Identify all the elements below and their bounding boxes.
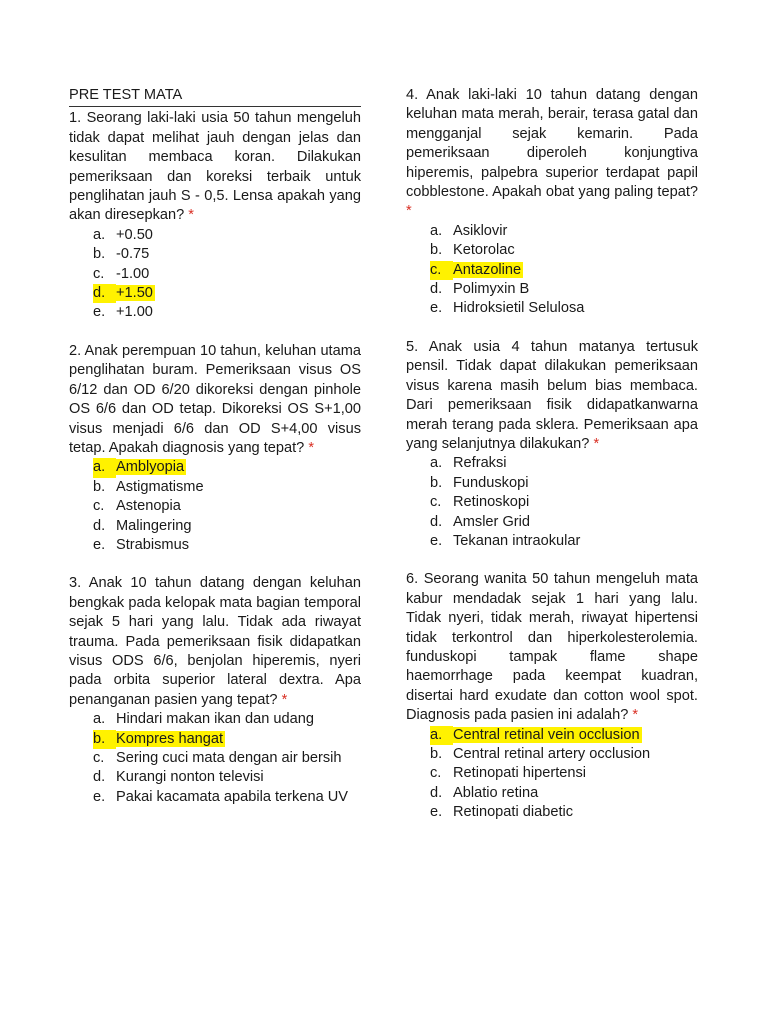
option-c[interactable] bbox=[406, 764, 698, 783]
option-label: +1.00 bbox=[116, 304, 153, 321]
required-marker: * bbox=[281, 691, 288, 708]
option-letter: e. bbox=[430, 300, 443, 317]
option-label: Hindari makan ikan dan udang bbox=[116, 711, 314, 728]
option-d[interactable] bbox=[406, 280, 698, 299]
option-label: Ablatio retina bbox=[453, 784, 539, 801]
option-list bbox=[69, 710, 361, 807]
option-c[interactable] bbox=[69, 749, 361, 768]
option-label: Central retinal vein occlusion bbox=[453, 726, 640, 743]
option-label: Amblyopia bbox=[116, 459, 185, 476]
question-stem: Anak perempuan 10 tahun, keluhan utama penglihatan buram. Pemeriksaan visus OS 6/12 dan OD 6/20 dikoreksi dengan pinhole OS 6/6 dan OD tetap. Dikoreksi OS S+1,00 visus menjadi 6/6 dan OD S+4,00 visus tetap. Apakah diagnosis yang tepat? bbox=[69, 342, 362, 456]
option-e[interactable] bbox=[406, 299, 698, 318]
option-e[interactable] bbox=[406, 532, 698, 551]
option-letter: e. bbox=[93, 304, 106, 321]
option-a[interactable] bbox=[69, 458, 361, 477]
option-label: Retinopati hipertensi bbox=[453, 765, 587, 782]
option-letter: e. bbox=[430, 804, 443, 821]
option-label: Retinopati diabetic bbox=[453, 804, 574, 821]
option-d[interactable] bbox=[69, 768, 361, 787]
option-list bbox=[69, 458, 361, 555]
option-label: -0.75 bbox=[116, 246, 150, 263]
right-column bbox=[406, 86, 698, 842]
option-letter: a. bbox=[93, 458, 116, 477]
option-list bbox=[406, 454, 698, 551]
option-label: Refraksi bbox=[453, 455, 507, 472]
option-label: Polimyxin B bbox=[453, 281, 530, 298]
question-text bbox=[69, 342, 361, 458]
option-e[interactable] bbox=[406, 803, 698, 822]
question-text bbox=[69, 574, 361, 710]
option-list bbox=[406, 222, 698, 319]
option-letter: d. bbox=[93, 284, 116, 303]
question-stem: Anak laki-laki 10 tahun datang dengan keluhan mata merah, berair, terasa gatal dan mengganjal sejak kemarin. Pada pemeriksaan diperoleh konjungtiva hiperemis, palpebra superior terdapat papil cobblestone. Apakah obat yang paling tepat? bbox=[406, 87, 699, 201]
question-5 bbox=[406, 338, 698, 551]
left-column bbox=[69, 86, 361, 826]
option-label: Malingering bbox=[116, 517, 192, 534]
option-label: Astigmatisme bbox=[116, 478, 204, 495]
option-letter: b. bbox=[93, 730, 116, 749]
required-marker: * bbox=[188, 207, 194, 224]
required-marker: * bbox=[308, 439, 315, 456]
option-d[interactable] bbox=[69, 284, 361, 303]
option-c[interactable] bbox=[69, 497, 361, 516]
question-stem: Anak 10 tahun datang dengan keluhan bengkak pada kelopak mata bagian temporal sejak 5 hari yang lalu. Tidak ada riwayat trauma. Pada pemeriksaan fisik didapatkan visus ODS 6/6, benjolan hiperemis, nyeri pada orbita superior lateral dextra. Apa penanganan pasien yang tepat? bbox=[69, 575, 362, 708]
option-letter: d. bbox=[93, 517, 106, 534]
option-b[interactable] bbox=[69, 730, 361, 749]
option-label: Retinoskopi bbox=[453, 494, 530, 511]
option-label: Astenopia bbox=[116, 498, 181, 515]
question-4 bbox=[406, 86, 698, 319]
option-d[interactable] bbox=[406, 513, 698, 532]
option-letter: a. bbox=[430, 222, 443, 239]
question-2 bbox=[69, 342, 361, 555]
option-label: Kompres hangat bbox=[116, 730, 224, 747]
option-letter: c. bbox=[93, 498, 105, 515]
question-text bbox=[406, 338, 698, 454]
required-marker: * bbox=[632, 707, 639, 724]
question-stem: Seorang laki-laki usia 50 tahun mengeluh tidak dapat melihat jauh dengan jelas dan kesulitan membaca koran. Dilakukan pemeriksaan dan koreksi terbaik untuk penglihatan jauh S - 0,5. Lensa apakah yang akan diresepkan? bbox=[69, 110, 361, 224]
option-letter: b. bbox=[430, 746, 443, 762]
option-e[interactable] bbox=[69, 303, 361, 322]
question-stem: Seorang wanita 50 tahun mengeluh mata kabur mendadak sejak 1 hari yang lalu. Tidak nyeri, tidak merah, riwayat hipertensi tidak terkontrol dan hiperkolesterolemia. funduskopi tampak flame shape haemorrhage pada keempat kuadran, disertai hard exudate dan cotton wool spot. Diagnosis pada pasien ini adalah? bbox=[406, 571, 698, 724]
option-letter: e. bbox=[93, 536, 106, 553]
question-text bbox=[69, 109, 361, 225]
option-a[interactable] bbox=[406, 726, 698, 745]
option-label: -1.00 bbox=[116, 265, 150, 282]
option-c[interactable] bbox=[406, 261, 698, 280]
option-a[interactable] bbox=[69, 226, 361, 245]
option-letter: b. bbox=[93, 246, 106, 263]
option-label: Kurangi nonton televisi bbox=[116, 769, 264, 786]
option-label: Ketorolac bbox=[453, 242, 515, 259]
option-label: Pakai kacamata apabila terkena UV bbox=[116, 788, 349, 805]
question-text bbox=[406, 570, 698, 725]
option-letter: e. bbox=[430, 532, 443, 549]
question-number: 2. bbox=[69, 342, 82, 359]
question-number: 1. bbox=[69, 110, 82, 127]
option-letter: a. bbox=[93, 711, 106, 728]
page-title: PRE TEST MATA bbox=[69, 86, 361, 107]
question-3 bbox=[69, 574, 361, 807]
option-b[interactable] bbox=[406, 745, 698, 764]
option-a[interactable] bbox=[406, 222, 698, 241]
option-letter: d. bbox=[93, 769, 106, 786]
option-letter: b. bbox=[430, 474, 443, 491]
option-letter: a. bbox=[93, 226, 106, 243]
option-list bbox=[406, 726, 698, 823]
question-number: 6. bbox=[406, 571, 419, 588]
option-letter: a. bbox=[430, 726, 453, 745]
option-b[interactable] bbox=[69, 245, 361, 264]
option-e[interactable] bbox=[69, 788, 361, 807]
option-label: Asiklovir bbox=[453, 222, 508, 239]
option-e[interactable] bbox=[69, 536, 361, 555]
option-label: Sering cuci mata dengan air bersih bbox=[116, 750, 342, 766]
required-marker: * bbox=[406, 203, 412, 220]
option-a[interactable] bbox=[69, 710, 361, 729]
option-letter: c. bbox=[430, 765, 442, 782]
option-letter: a. bbox=[430, 455, 443, 472]
required-marker: * bbox=[593, 435, 600, 452]
option-label: Funduskopi bbox=[453, 474, 529, 491]
option-letter: d. bbox=[430, 513, 443, 530]
option-letter: c. bbox=[93, 265, 105, 282]
option-label: +0.50 bbox=[116, 226, 153, 243]
option-label: Amsler Grid bbox=[453, 513, 531, 530]
option-b[interactable] bbox=[406, 241, 698, 260]
option-label: Tekanan intraokular bbox=[453, 532, 581, 549]
question-text bbox=[406, 86, 698, 222]
option-letter: e. bbox=[93, 788, 106, 805]
option-b[interactable] bbox=[406, 474, 698, 493]
option-d[interactable] bbox=[406, 784, 698, 803]
option-list bbox=[69, 226, 361, 323]
option-c[interactable] bbox=[69, 265, 361, 284]
option-letter: c. bbox=[93, 750, 105, 766]
option-d[interactable] bbox=[69, 517, 361, 536]
option-letter: b. bbox=[430, 242, 443, 259]
option-label: Antazoline bbox=[453, 261, 522, 278]
option-label: Hidroksietil Selulosa bbox=[453, 300, 585, 317]
option-letter: c. bbox=[430, 261, 453, 280]
option-label: +1.50 bbox=[116, 285, 153, 302]
option-c[interactable] bbox=[406, 493, 698, 512]
option-letter: d. bbox=[430, 281, 443, 298]
option-b[interactable] bbox=[69, 478, 361, 497]
option-a[interactable] bbox=[406, 454, 698, 473]
question-number: 3. bbox=[69, 575, 82, 592]
question-6 bbox=[406, 570, 698, 822]
option-letter: c. bbox=[430, 494, 442, 511]
question-number: 5. bbox=[406, 338, 419, 355]
question-1 bbox=[69, 109, 361, 322]
option-label: Central retinal artery occlusion bbox=[453, 746, 651, 762]
question-stem: Anak usia 4 tahun matanya tertusuk pensil. Tidak dapat dilakukan pemeriksaan visus karena masih belum bias membaca. Dari pemeriksaan fisik didapatkanwarna merah terang pada sklera. Pemeriksaan apa yang selanjutnya dilakukan? bbox=[406, 338, 698, 452]
option-letter: b. bbox=[93, 478, 106, 495]
question-number: 4. bbox=[406, 87, 419, 103]
option-letter: d. bbox=[430, 784, 443, 801]
option-label: Strabismus bbox=[116, 536, 189, 553]
